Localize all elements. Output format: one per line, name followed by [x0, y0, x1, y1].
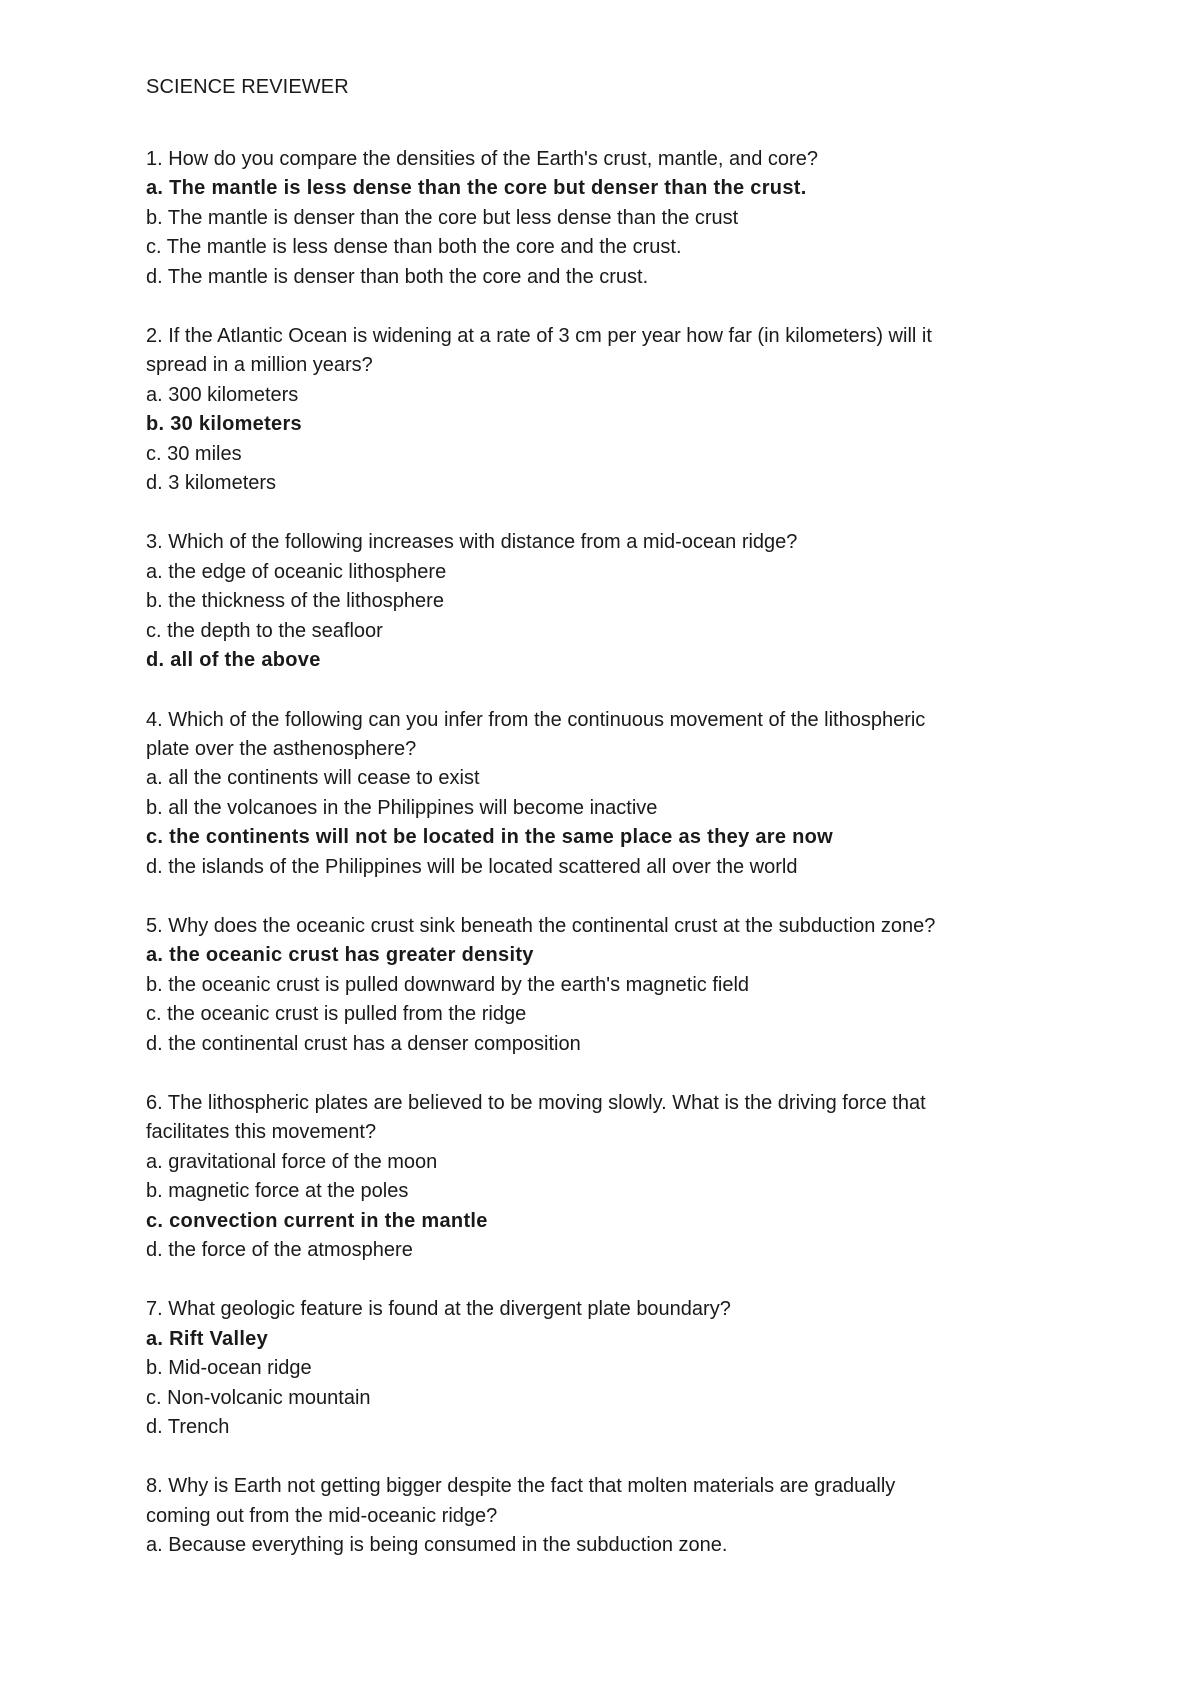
- answer-option-correct: a. the oceanic crust has greater density: [146, 944, 534, 967]
- answer-option: b. the oceanic crust is pulled downward by the earth's magnetic field: [146, 973, 750, 996]
- question-8: [146, 1472, 1046, 1560]
- question-prompt: coming out from the mid-oceanic ridge?: [146, 1504, 498, 1527]
- question-prompt: plate over the asthenosphere?: [146, 737, 417, 760]
- question-7: [146, 1295, 1046, 1442]
- question-6: [146, 1089, 1046, 1265]
- answer-option-correct: c. the continents will not be located in the same place as they are now: [146, 826, 834, 849]
- question-prompt: 4. Which of the following can you infer from the continuous movement of the lithospheric: [146, 708, 926, 731]
- answer-option: c. the oceanic crust is pulled from the ridge: [146, 1003, 527, 1026]
- answer-option: b. Mid-ocean ridge: [146, 1357, 312, 1380]
- answer-option: d. the islands of the Philippines will be located scattered all over the world: [146, 855, 798, 878]
- question-list: [146, 145, 1046, 1591]
- question-prompt: 2. If the Atlantic Ocean is widening at a rate of 3 cm per year how far (in kilometers) will it: [146, 325, 932, 348]
- answer-option: c. 30 miles: [146, 442, 242, 465]
- answer-option: a. the edge of oceanic lithosphere: [146, 560, 447, 583]
- question-2: [146, 322, 1046, 498]
- question-1: [146, 145, 1046, 292]
- question-5: [146, 912, 1046, 1059]
- question-prompt: 5. Why does the oceanic crust sink beneath the continental crust at the subduction zone?: [146, 914, 936, 937]
- answer-option-correct: d. all of the above: [146, 649, 321, 672]
- answer-option: a. Because everything is being consumed in the subduction zone.: [146, 1534, 728, 1557]
- question-4: [146, 706, 1046, 882]
- question-prompt: 1. How do you compare the densities of the Earth's crust, mantle, and core?: [146, 148, 818, 170]
- question-prompt: 6. The lithospheric plates are believed to be moving slowly. What is the driving force that: [146, 1091, 926, 1114]
- answer-option-correct: c. convection current in the mantle: [146, 1209, 488, 1232]
- question-prompt: facilitates this movement?: [146, 1121, 377, 1144]
- document-title: SCIENCE REVIEWER: [146, 76, 349, 98]
- answer-option-correct: a. The mantle is less dense than the core but denser than the crust.: [146, 177, 807, 200]
- question-3: [146, 528, 1046, 675]
- answer-option: d. the continental crust has a denser composition: [146, 1032, 581, 1055]
- question-prompt: 3. Which of the following increases with distance from a mid-ocean ridge?: [146, 531, 798, 554]
- answer-option: c. the depth to the seafloor: [146, 619, 383, 642]
- answer-option: b. all the volcanoes in the Philippines will become inactive: [146, 796, 658, 819]
- answer-option: d. the force of the atmosphere: [146, 1239, 413, 1261]
- answer-option: a. 300 kilometers: [146, 383, 299, 406]
- answer-option-correct: b. 30 kilometers: [146, 413, 302, 436]
- answer-option: d. The mantle is denser than both the core and the crust.: [146, 265, 649, 288]
- question-prompt: spread in a million years?: [146, 354, 373, 377]
- answer-option: b. The mantle is denser than the core but less dense than the crust: [146, 206, 739, 229]
- answer-option: b. the thickness of the lithosphere: [146, 590, 444, 613]
- answer-option: b. magnetic force at the poles: [146, 1180, 409, 1203]
- answer-option: a. gravitational force of the moon: [146, 1150, 438, 1173]
- answer-option: c. The mantle is less dense than both the core and the crust.: [146, 236, 682, 259]
- answer-option: c. Non-volcanic mountain: [146, 1386, 371, 1409]
- answer-option: a. all the continents will cease to exist: [146, 767, 480, 790]
- answer-option: d. Trench: [146, 1416, 230, 1439]
- question-prompt: 7. What geologic feature is found at the divergent plate boundary?: [146, 1298, 731, 1321]
- answer-option-correct: a. Rift Valley: [146, 1327, 269, 1350]
- question-prompt: 8. Why is Earth not getting bigger despite the fact that molten materials are gradually: [146, 1475, 896, 1498]
- answer-option: d. 3 kilometers: [146, 472, 277, 495]
